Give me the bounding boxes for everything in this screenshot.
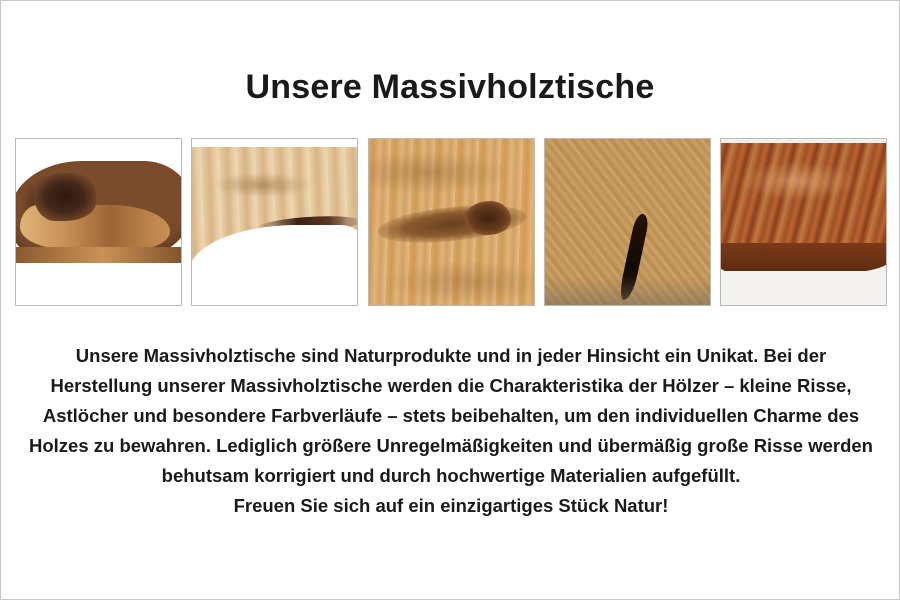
wood-photo-1-image — [16, 139, 181, 305]
wood-photo-4 — [544, 138, 711, 306]
body-paragraph-1: Unsere Massivholztische sind Naturprodukte und in jeder Hinsicht ein Unikat. Bei der Herstellung unserer Massivholztische werden die Charakteristika der Hölzer – kleine Risse, Astlöcher und besondere Farbverläufe – stets beibehalten, um den individuellen Charme des Holzes zu bewahren. Lediglich größere Unregelmäßigkeiten und übermäßig große Risse werden behutsam korrigiert und durch hochwertige Materialien aufgefüllt. — [29, 345, 873, 486]
wood-photo-1 — [15, 138, 182, 306]
wood-photo-2 — [191, 138, 358, 306]
table-shadow — [545, 277, 710, 305]
wood-grain-shape — [202, 155, 352, 215]
wood-photo-5-image — [721, 139, 886, 305]
body-paragraph-2: Freuen Sie sich auf ein einzigartiges Stück Natur! — [233, 494, 669, 516]
wood-photo-2-image — [192, 139, 357, 305]
wood-knot-shape — [34, 173, 96, 221]
wood-knot-shape — [465, 201, 511, 235]
photo-background-strip — [721, 271, 886, 305]
image-gallery — [15, 138, 887, 306]
body-copy — [29, 341, 873, 521]
wood-live-edge-shape — [721, 243, 886, 273]
wood-photo-5 — [720, 138, 887, 306]
wood-photo-4-image — [545, 139, 710, 305]
wood-photo-3 — [368, 138, 535, 306]
wood-highlight-shape — [731, 149, 881, 229]
wood-photo-3-image — [369, 139, 534, 305]
wood-edge-band — [16, 247, 181, 263]
page-title: Unsere Massivholztische — [245, 68, 655, 106]
